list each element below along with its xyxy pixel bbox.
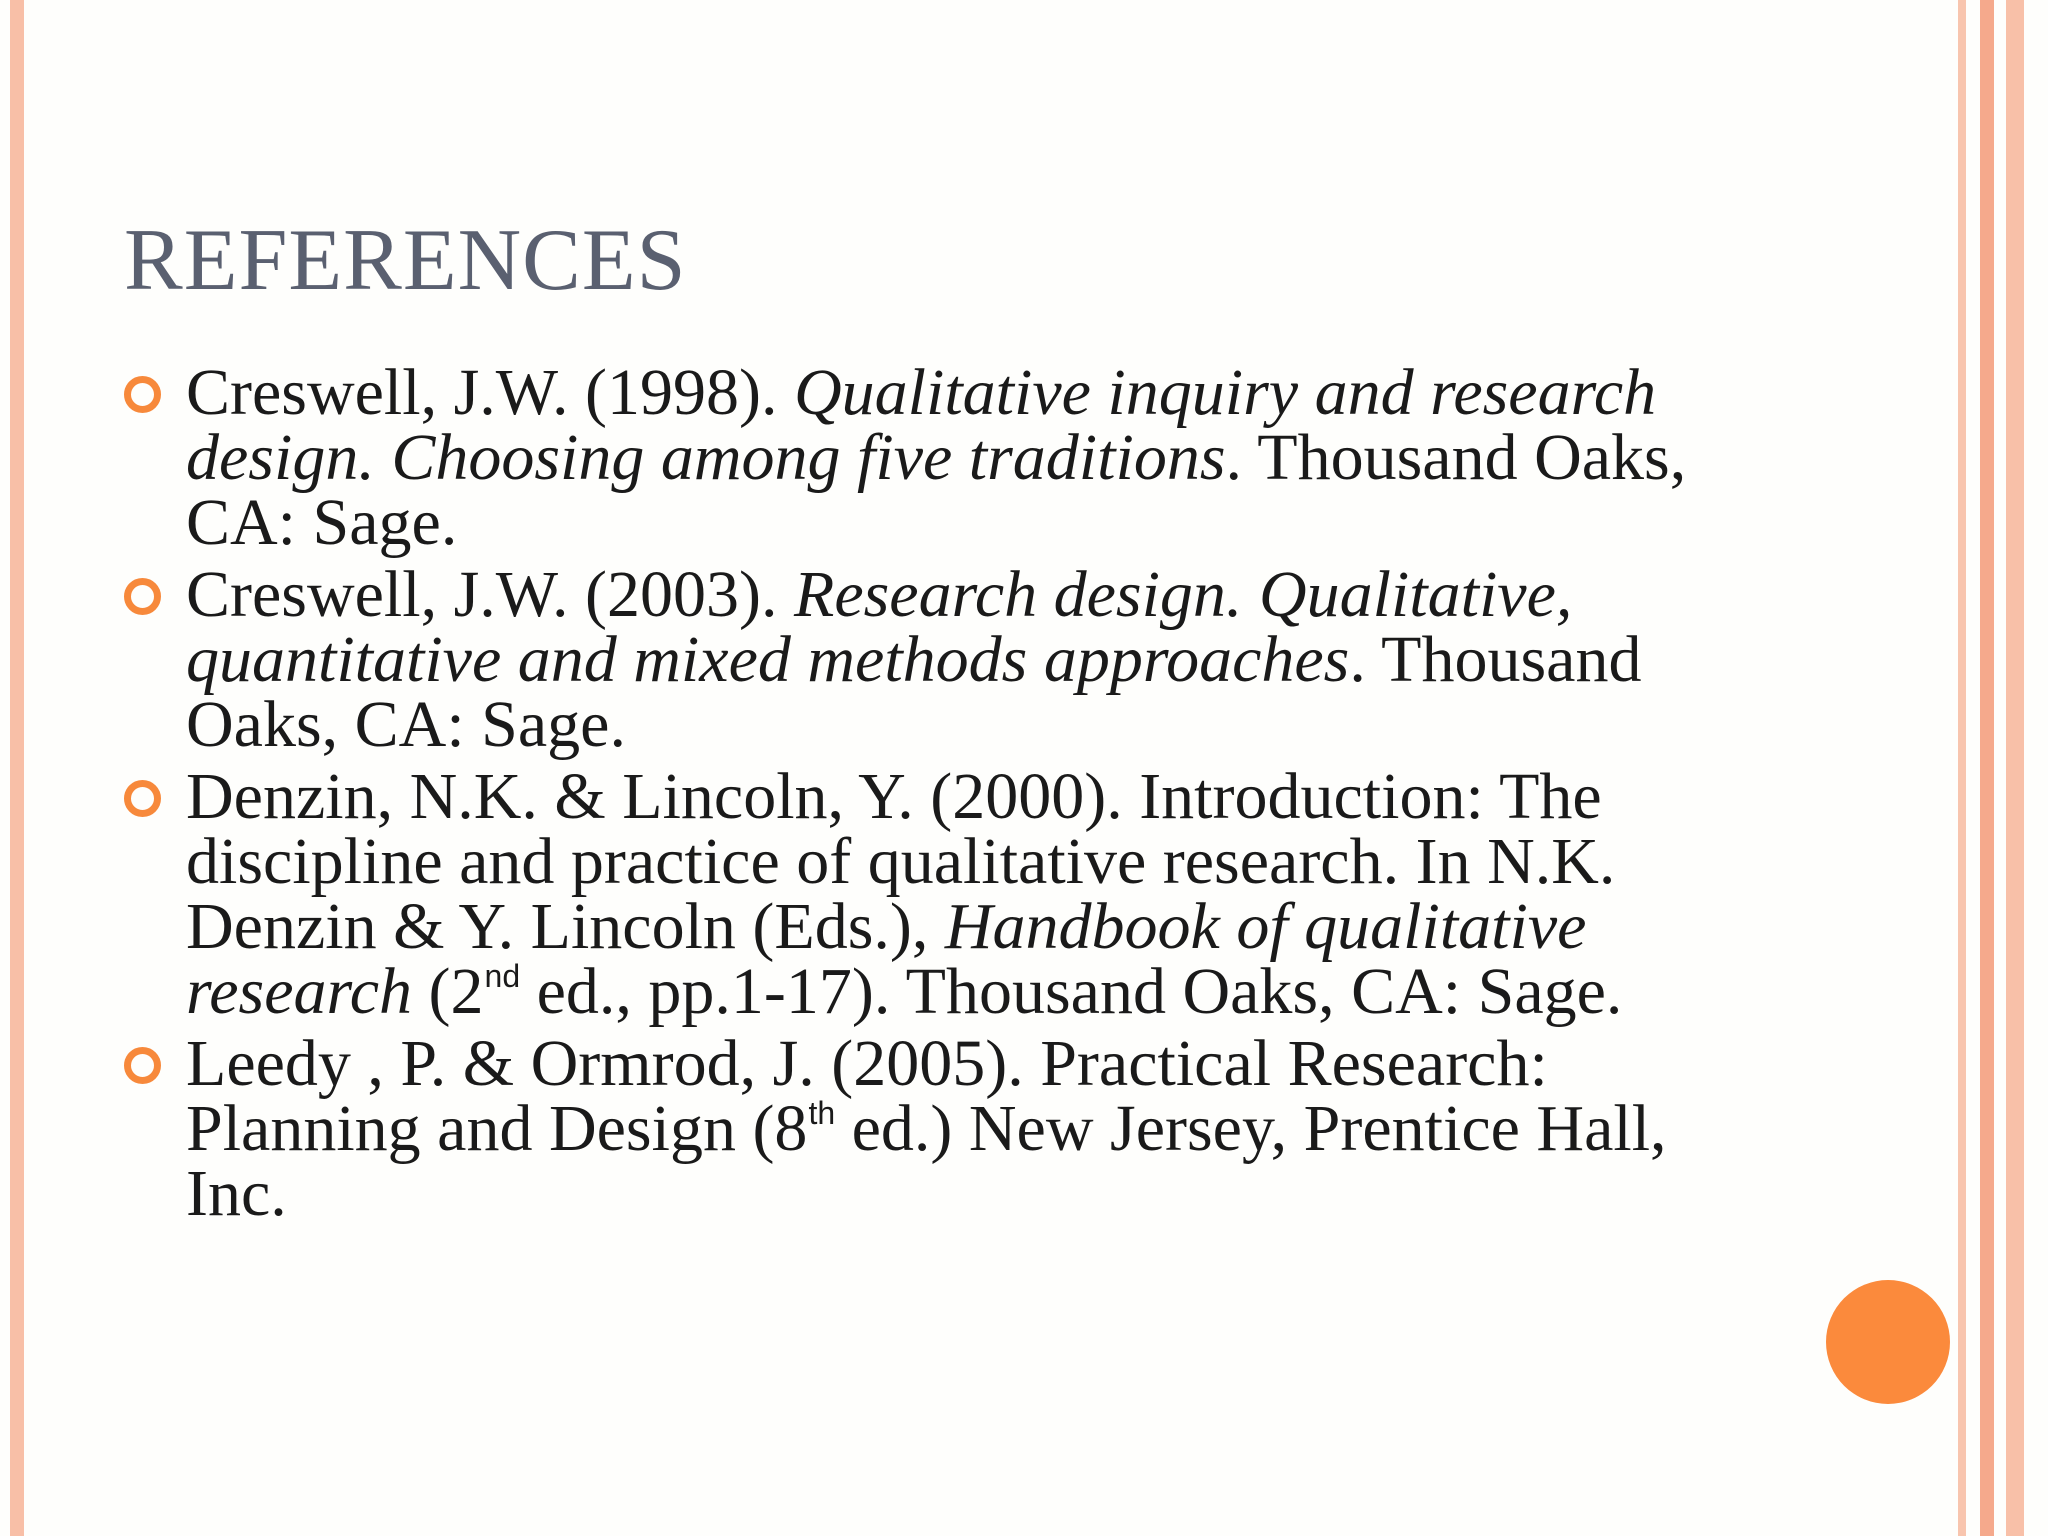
hollow-circle-bullet-icon [124, 376, 161, 413]
ordinal-suffix: nd [484, 958, 521, 994]
reference-text: Creswell, J.W. (1998). [186, 356, 794, 429]
slide-title: REFERENCES [124, 212, 687, 309]
reference-text: . Thousand Oaks, CA: Sage. [186, 421, 1687, 559]
ordinal-suffix: th [808, 1095, 836, 1131]
reference-item-denzin-lincoln-2000 [124, 760, 1764, 1028]
reference-item-creswell-1998 [124, 356, 1764, 559]
reference-text: Creswell, J.W. (2003). [186, 558, 794, 631]
decorative-orange-circle [1826, 1280, 1950, 1404]
right-border-stripe-inner [1958, 0, 1966, 1536]
hollow-circle-bullet-icon [124, 578, 161, 615]
hollow-circle-bullet-icon [124, 780, 161, 817]
left-border-stripe [10, 0, 24, 1536]
reference-text: Denzin, N.K. & Lincoln, Y. (2000). Introduction: The discipline and practice of qualitative research. In N.K. Denzin & Y. Lincoln (Eds.), [186, 760, 1616, 963]
reference-title: Handbook of qualitative research [186, 890, 1587, 1028]
reference-title: Research design. Qualitative, quantitative and mixed methods approaches [186, 558, 1573, 696]
reference-title: Qualitative inquiry and research design. Choosing among five traditions [186, 356, 1657, 494]
right-border-stripe-outer [2006, 0, 2024, 1536]
reference-item-creswell-2003 [124, 558, 1764, 761]
reference-text: . Thousand Oaks, CA: Sage. [186, 623, 1642, 761]
right-border-stripe-middle [1980, 0, 1994, 1536]
reference-text: ed.) New Jersey, Prentice Hall, Inc. [186, 1092, 1667, 1230]
reference-text: Leedy , P. & Ormrod, J. (2005). Practical Research: Planning and Design (8 [186, 1027, 1548, 1165]
reference-item-leedy-ormrod-2005 [124, 1027, 1764, 1230]
reference-text: (2 [412, 955, 484, 1028]
reference-text: ed., pp.1-17). Thousand Oaks, CA: Sage. [520, 955, 1623, 1028]
reference-list [124, 356, 1764, 1233]
hollow-circle-bullet-icon [124, 1047, 161, 1084]
